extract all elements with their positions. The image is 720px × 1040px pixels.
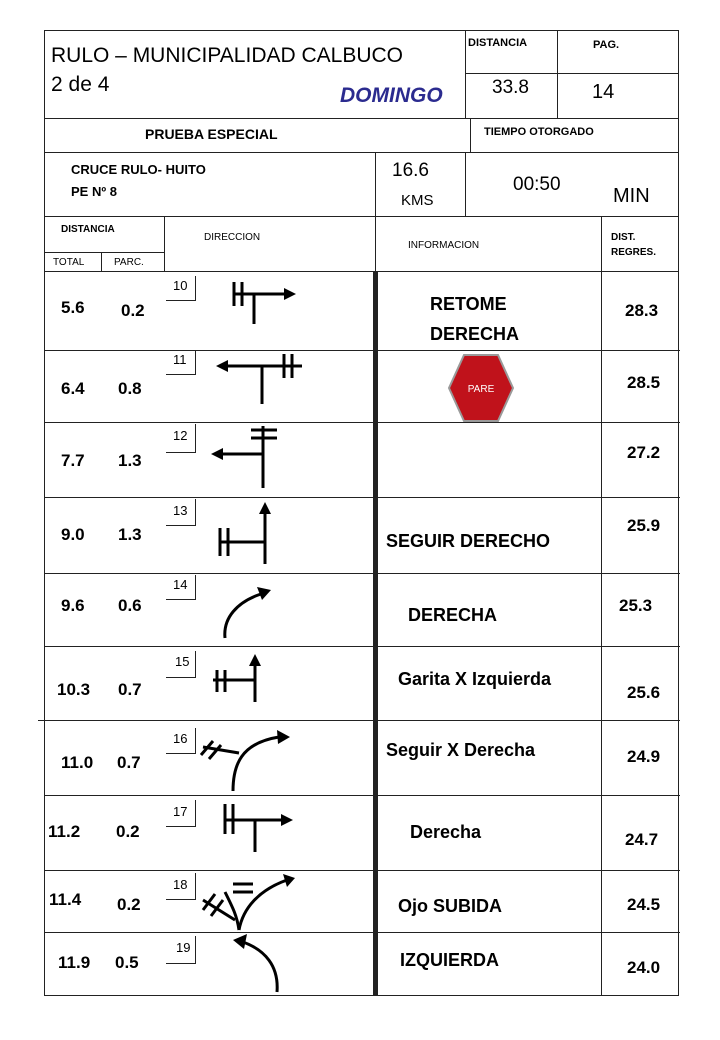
- izquierda-t-icon: [210, 352, 310, 412]
- pare-sign-label: PARE: [467, 384, 495, 395]
- row-divider: [44, 573, 680, 574]
- row-number-box: [195, 276, 196, 301]
- hline-subcolumns: [44, 252, 165, 253]
- outer-right-border: [678, 30, 679, 996]
- total-distance: 11.0: [61, 753, 94, 772]
- seguir-derecho-icon: [210, 498, 290, 570]
- hline-distancia-pag: [465, 73, 679, 74]
- row-divider: [44, 497, 680, 498]
- curva-izquierda-icon: [225, 930, 295, 994]
- remaining-distance: 28.5: [627, 373, 661, 392]
- row-number: 13: [173, 503, 188, 518]
- retome-derecha-icon: [220, 278, 310, 338]
- row-number: 11: [173, 352, 187, 367]
- row-number-box: [166, 599, 196, 600]
- partial-distance: 0.8: [118, 379, 142, 398]
- vline-kms: [375, 152, 376, 217]
- hline-columns-header: [44, 271, 679, 272]
- row-number: 15: [175, 654, 190, 669]
- row-number: 17: [173, 804, 188, 819]
- vline-pag: [557, 30, 558, 119]
- row-divider: [44, 422, 680, 423]
- kms-value: 16.6: [392, 160, 429, 181]
- info-text: Ojo SUBIDA: [398, 896, 503, 916]
- info-text: Garita X Izquierda: [398, 669, 552, 689]
- row-divider: [38, 720, 680, 721]
- row-number-box: [195, 499, 196, 526]
- total-distance: 11.4: [49, 890, 82, 909]
- row-number-box: [195, 936, 196, 964]
- partial-distance: 0.5: [115, 953, 139, 972]
- derecha-t-icon: [215, 800, 305, 860]
- partial-distance: 0.2: [117, 895, 141, 914]
- row-number-box: [195, 424, 196, 453]
- partial-distance: 0.2: [121, 301, 145, 320]
- document-part: 2 de 4: [51, 73, 110, 96]
- pare-sign-icon: [447, 353, 515, 423]
- partial-distance: 1.3: [118, 525, 142, 544]
- remaining-distance: 28.3: [625, 301, 659, 320]
- row-divider: [44, 795, 680, 796]
- info-text: DERECHA: [408, 605, 498, 625]
- pag-label: PAG.: [593, 39, 620, 51]
- total-distance: 7.7: [61, 451, 85, 470]
- tiempo-value: 00:50: [513, 174, 561, 195]
- remaining-distance: 24.5: [627, 895, 661, 914]
- col-informacion: INFORMACION: [408, 240, 480, 251]
- col-dist: DIST.: [611, 232, 636, 243]
- pag-value: 14: [592, 81, 615, 103]
- day-label: DOMINGO: [340, 84, 443, 107]
- cruce-label: CRUCE RULO- HUITO: [71, 162, 206, 177]
- tiempo-otorgado-label: TIEMPO OTORGADO: [484, 126, 594, 138]
- vline-tiempo-value: [465, 152, 466, 217]
- header-divider-1: [44, 118, 679, 119]
- info-text: SEGUIR DERECHO: [386, 531, 551, 551]
- header-divider-2: [44, 152, 679, 153]
- vline-tiempo: [470, 118, 471, 153]
- remaining-distance: 25.6: [627, 683, 661, 702]
- col-total: TOTAL: [53, 257, 85, 268]
- row-number: 14: [173, 577, 188, 592]
- total-distance: 6.4: [61, 379, 85, 398]
- row-number-box: [166, 374, 196, 375]
- remaining-distance: 25.3: [619, 596, 653, 615]
- col-regres: REGRES.: [611, 247, 657, 258]
- col-direccion: DIRECCION: [204, 232, 261, 243]
- row-divider: [44, 350, 680, 351]
- total-distance: 9.0: [61, 525, 85, 544]
- prueba-especial-label: PRUEBA ESPECIAL: [145, 126, 278, 142]
- info-text: Derecha: [410, 822, 482, 842]
- info-text: Seguir X Derecha: [386, 740, 536, 760]
- row-number-box: [166, 525, 196, 526]
- remaining-distance: 24.9: [627, 747, 661, 766]
- col-distancia: DISTANCIA: [61, 224, 115, 235]
- remaining-distance: 27.2: [627, 443, 661, 462]
- outer-top-border: [44, 30, 679, 31]
- distancia-label: DISTANCIA: [468, 37, 528, 49]
- row-number-box: [166, 963, 196, 964]
- remaining-distance: 24.0: [627, 958, 661, 977]
- total-distance: 11.9: [58, 953, 91, 972]
- center-road-line: [373, 272, 378, 996]
- row-number-box: [166, 826, 196, 827]
- row-divider: [44, 932, 680, 933]
- info-text: RETOME DERECHA: [430, 294, 520, 344]
- curva-derecha-cruce-icon: [195, 725, 295, 795]
- vline-info-regres: [601, 216, 602, 996]
- row-number-box: [195, 651, 196, 678]
- vline-direccion-info: [375, 216, 376, 272]
- row-number-box: [166, 753, 196, 754]
- header-divider-3: [44, 216, 679, 217]
- garita-derecho-icon: [205, 650, 275, 706]
- total-distance: 5.6: [61, 298, 85, 317]
- curva-derecha-icon: [215, 580, 285, 642]
- partial-distance: 0.6: [118, 596, 142, 615]
- pe-number: PE Nº 8: [71, 184, 117, 199]
- document-title: RULO – MUNICIPALIDAD CALBUCO: [51, 44, 404, 67]
- vline-distancia-direccion: [164, 216, 165, 272]
- row-number-box: [166, 677, 196, 678]
- row-number-box: [195, 575, 196, 600]
- row-number: 16: [173, 731, 188, 746]
- partial-distance: 0.7: [118, 680, 142, 699]
- info-text: IZQUIERDA: [400, 950, 499, 970]
- partial-distance: 0.2: [116, 822, 140, 841]
- min-label: MIN: [613, 185, 650, 207]
- col-parc: PARC.: [114, 257, 144, 268]
- row-number: 19: [176, 940, 191, 955]
- distancia-value: 33.8: [492, 77, 529, 98]
- row-number-box: [166, 300, 196, 301]
- kms-label: KMS: [401, 192, 434, 209]
- row-divider: [44, 870, 680, 871]
- row-number-box: [166, 899, 196, 900]
- outer-bottom-border: [44, 995, 679, 996]
- partial-distance: 0.7: [117, 753, 141, 772]
- subida-icon: [195, 872, 305, 934]
- vline-total-parc: [101, 252, 102, 272]
- remaining-distance: 24.7: [625, 830, 659, 849]
- vline-distancia: [465, 30, 466, 119]
- remaining-distance: 25.9: [627, 516, 661, 535]
- total-distance: 9.6: [61, 596, 85, 615]
- row-number: 12: [173, 428, 188, 443]
- row-number: 10: [173, 278, 188, 293]
- row-number: 18: [173, 877, 188, 892]
- total-distance: 10.3: [57, 680, 91, 699]
- row-number-box: [166, 452, 196, 453]
- outer-left-border: [44, 30, 45, 996]
- row-divider: [44, 646, 680, 647]
- row-number-box: [195, 800, 196, 827]
- total-distance: 11.2: [48, 822, 81, 841]
- partial-distance: 1.3: [118, 451, 142, 470]
- row-number-box: [195, 350, 196, 375]
- izquierda-cruce-icon: [205, 424, 295, 494]
